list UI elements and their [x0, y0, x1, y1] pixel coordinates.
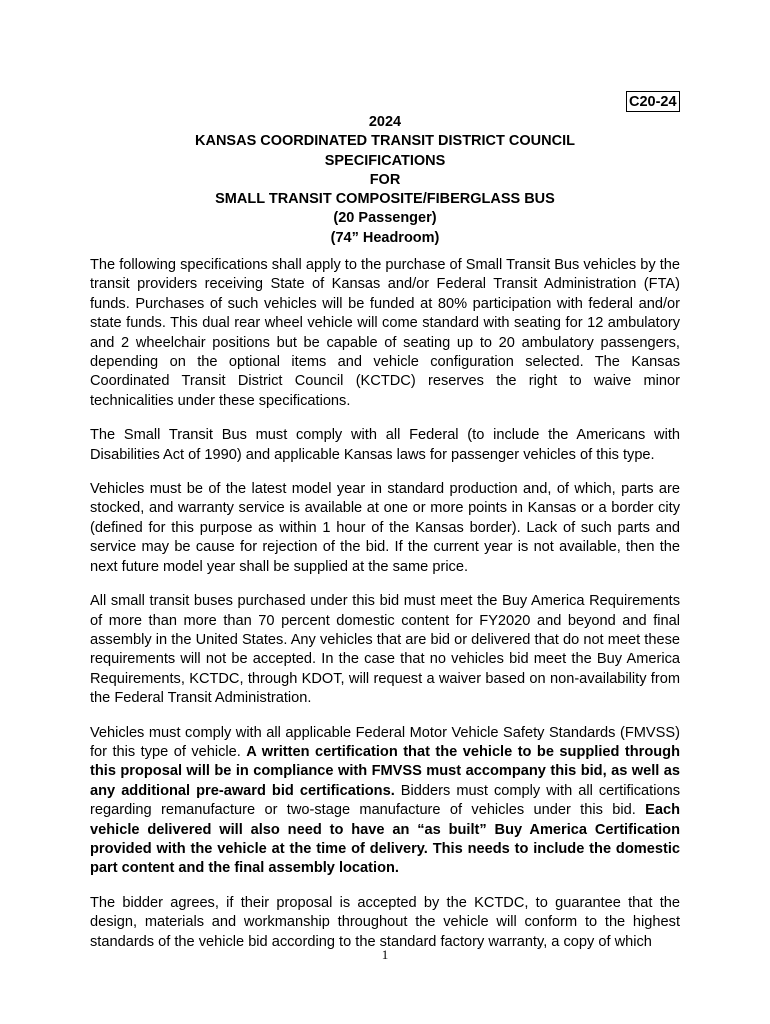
- document-code-box: C20-24: [626, 91, 680, 112]
- paragraph-buy-america: All small transit buses purchased under this bid must meet the Buy America Requirements of more than more than 70 percent domestic content for FY2020 and beyond and final assembly in the United States. Any vehicles that are bid or delivered that do not meet these requirements will not be accepted. In the case that no vehicles bid meet the Buy America Requirements, KCTDC, through KDOT, will request a waiver based on non-availability from the Federal Transit Administration.: [90, 593, 680, 707]
- title-for: FOR: [369, 171, 401, 188]
- paragraph-scope: The following specifications shall apply to the purchase of Small Transit Bus vehicles by the transit providers receiving State of Kansas and/or Federal Transit Administration (FTA) funds. Purchases of such vehicles will be funded at 80% participation with federal and/or state funds. This dual rear wheel vehicle will come standard with seating for 12 ambulatory and 2 wheelchair positions but be capable of seating up to 20 ambulatory passengers, depending on the optional items and vehicle configuration selected. The Kansas Coordinated Transit District Council (KCTDC) reserves the right to waive minor technicalities under these specifications.: [90, 257, 680, 409]
- paragraph-fmvss: [90, 724, 680, 879]
- paragraph-warranty: The bidder agrees, if their proposal is accepted by the KCTDC, to guarantee that the design, materials and workmanship throughout the vehicle will conform to the highest standards of the vehicle bid according to the standard factory warranty, a copy of which: [90, 894, 680, 950]
- title-council: KANSAS COORDINATED TRANSIT DISTRICT COUNCIL: [195, 133, 575, 150]
- title-specifications: SPECIFICATIONS: [324, 152, 446, 169]
- title-year: 2024: [368, 114, 402, 130]
- title-bus-type: SMALL TRANSIT COMPOSITE/FIBERGLASS BUS: [215, 191, 555, 208]
- as-built-certification-bold: Each vehicle delivered will also need to have an “as built” Buy America Certification provided with the vehicle at the time of delivery. This needs to include the domestic part content and the final assembly location.: [90, 802, 680, 877]
- fmvss-certification-bold: A written certification that the vehicle to be supplied through this proposal will be in compliance with FMVSS must accompany this bid, as well as any additional pre-award bid certifications.: [90, 743, 680, 799]
- page-number: 1: [381, 947, 389, 962]
- paragraph-compliance: The Small Transit Bus must comply with all Federal (to include the Americans with Disabilities Act of 1990) and applicable Kansas laws for passenger vehicles of this type.: [90, 427, 680, 463]
- title-passenger: (20 Passenger): [333, 210, 437, 227]
- title-headroom: (74” Headroom): [330, 229, 440, 246]
- paragraph-model-year: Vehicles must be of the latest model year in standard production and, of which, parts are stocked, and warranty service is available at one or more points in Kansas or a border city (defined for this purpose as within 1 hour of the Kansas border). Lack of such parts and service may be cause for rejection of the bid. If the current year is not available, then the next future model year shall be supplied at the same price.: [90, 481, 680, 575]
- fmvss-text-1: Vehicles must comply with all applicable Federal Motor Vehicle Safety Standards (FMVSS) for this type of vehicle.: [90, 724, 680, 760]
- document-body: [90, 256, 680, 967]
- document-title: [90, 113, 680, 248]
- fmvss-text-2: Bidders must comply with all certifications regarding remanufacture or two-stage manufacture of vehicles under this bid.: [90, 782, 680, 819]
